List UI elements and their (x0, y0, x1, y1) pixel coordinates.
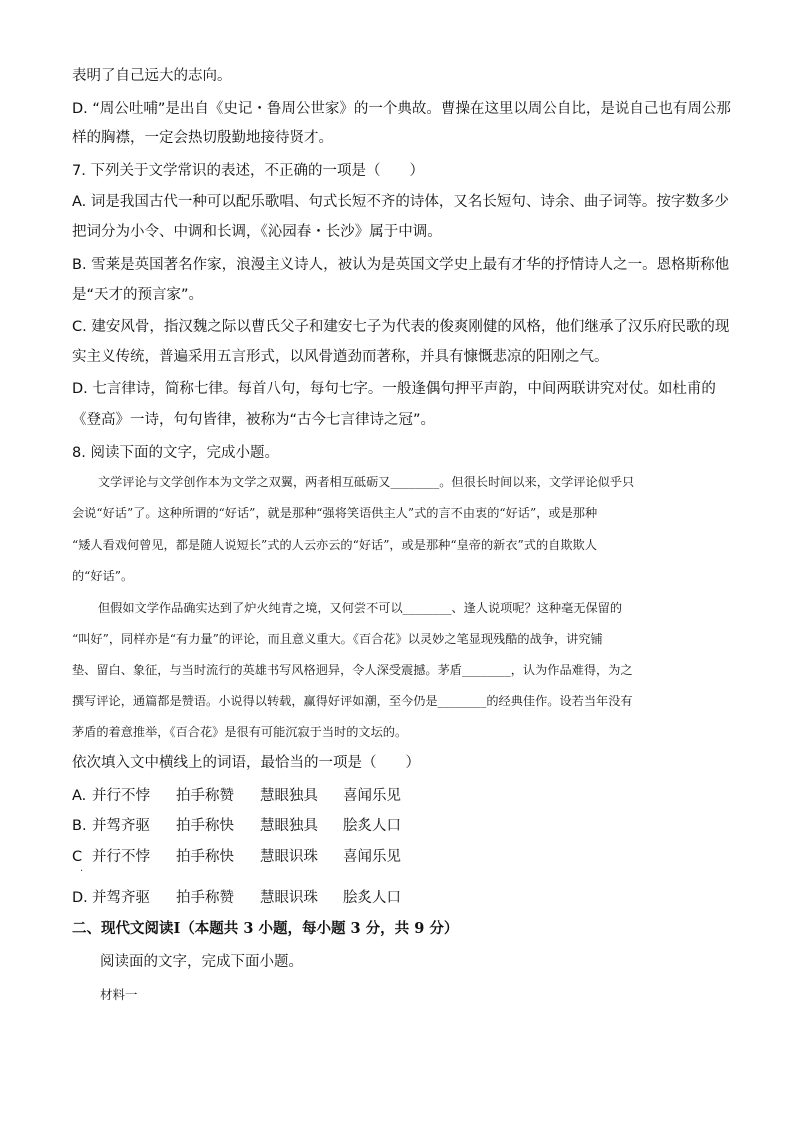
question-7-option-b: B. 雪莱是英国著名作家，浪漫主义诗人，被认为是英国文学史上最有才华的抒情诗人之一。恩格斯称他 (72, 257, 730, 273)
text-line: 把词分为小令、中调和长调，《沁园春・长沙》属于中调。 (72, 224, 442, 240)
option-label: C (72, 849, 83, 865)
option-word: 并行不悖 (92, 788, 150, 804)
passage-line: 会说“好话”了。这种所谓的“好话”，就是那种“强将笑语供主人”式的言不由衷的“好话”，或是那种 (72, 506, 598, 520)
passage-line: 但假如文学作品确实达到了炉火纯青之境，又何尝不可以________、逢人说项呢？这种毫无保留的 (98, 601, 623, 615)
text-line: 《登高》一诗，句句皆律，被称为“古今七言律诗之冠”。 (72, 412, 436, 428)
option-word: 拍手称快 (176, 818, 234, 834)
material-heading: 材料一 (100, 987, 138, 1002)
passage-line: 茅盾的着意推举，《百合花》是很有可能沉寂于当时的文坛的。 (72, 725, 408, 739)
question-8-stem: 8. 阅读下面的文字，完成小题。 (72, 445, 279, 461)
option-word: 慧眼识珠 (260, 890, 318, 906)
option-word: 慧眼识珠 (260, 849, 318, 865)
option-word: 慧眼独具 (260, 818, 318, 834)
option-word: 拍手称快 (176, 849, 234, 865)
text-line: 表明了自己远大的志向。 (72, 68, 232, 84)
question-7-option-c: C. 建安风骨，指汉魏之际以曹氏父子和建安七子为代表的俊爽刚健的风格，他们继承了汉乐府民歌的现 (72, 319, 730, 335)
reading-instruction: 阅读面的文字，完成下面小题。 (100, 954, 303, 970)
option-word: 拍手称赞 (176, 788, 234, 804)
option-label: B. (72, 818, 87, 834)
text-line: 实主义传统，普遍采用五言形式，以风骨遒劲而著称，并具有慷慨悲凉的阳刚之气。 (72, 349, 609, 365)
option-word: 并行不悖 (92, 849, 150, 865)
fill-blank-question: 依次填入文中横线上的词语，最恰当的一项是（ ） (72, 755, 420, 771)
question-7-option-a: A. 词是我国古代一种可以配乐歌唱、句式长短不齐的诗体，又名长短句、诗余、曲子词等。按字数多少 (72, 194, 729, 210)
option-word: 喜闻乐见 (343, 788, 401, 804)
passage-line: “矮人看戏何曾见，都是随人说短长”式的人云亦云的“好话”，或是那种“皇帝的新衣”式的自欺欺人 (72, 538, 597, 552)
passage-line: 的“好话”。 (72, 569, 134, 583)
text-line: 样的胸襟，一定会热切殷勤地接待贤才。 (72, 130, 333, 146)
passage-line: “叫好”，同样亦是“有力量”的评论，而且意义重大。《百合花》以灵妙之笔显现残酷的战争，讲究铺 (72, 632, 603, 646)
option-word: 脍炙人口 (343, 818, 401, 834)
option-word: 并驾齐驱 (92, 818, 150, 834)
option-label: A. (72, 788, 87, 804)
question-7-option-d: D. 七言律诗，简称七律。每首八句，每句七字。一般逢偶句押平声韵，中间两联讲究对仗。如杜甫的 (72, 381, 716, 397)
option-word: 脍炙人口 (343, 890, 401, 906)
passage-line: 文学评论与文学创作本为文学之双翼，两者相互砥砺又________。但很长时间以来，文学评论似乎只 (98, 475, 635, 489)
option-label: D. (72, 890, 88, 906)
section-heading: 二、现代文阅读Ⅰ（本题共 3 小题，每小题 3 分，共 9 分） (72, 920, 459, 937)
option-word: 并驾齐驱 (92, 890, 150, 906)
option-word: 慧眼独具 (260, 788, 318, 804)
text-line: 是“天才的预言家”。 (72, 287, 204, 303)
option-word: 喜闻乐见 (343, 849, 401, 865)
option-d-explanation: D. “周公吐哺”是出自《史记・鲁周公世家》的一个典故。曹操在这里以周公自比，是说自己也有周公那 (72, 101, 731, 117)
option-word: 拍手称赞 (176, 890, 234, 906)
stray-dot-mark: · (80, 866, 84, 877)
question-7-stem: 7. 下列关于文学常识的表述，不正确的一项是（ ） (72, 163, 424, 179)
passage-line: 撰写评论，通篇都是赞语。小说得以转载，赢得好评如潮，至今仍是________的经典佳作。设若当年没有 (72, 694, 633, 708)
passage-line: 垫、留白、象征，与当时流行的英雄书写风格迥异，令人深受震撼。茅盾________，认为作品难得，为之 (72, 663, 633, 677)
